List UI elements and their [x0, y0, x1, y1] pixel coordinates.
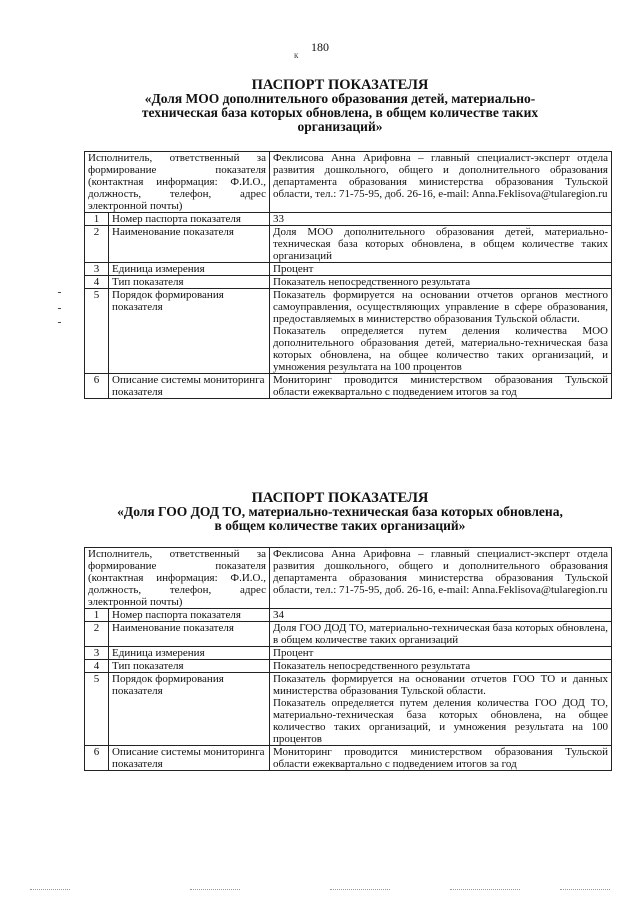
row-label: Порядок формирования показателя [109, 289, 270, 374]
formation-paragraph: Показатель определяется путем деления количества ГОО ДОД ТО, материально-техническая база которых обновлена, на общее количество таких организаций, и умножения результата на 100 процентов [273, 697, 608, 745]
formation-paragraph: Показатель определяется путем деления количества МОО дополнительного образования детей, материально-техническая база которых обновлена, на общее количество таких организаций, и умножения результата на 100 процентов [273, 325, 608, 373]
scan-line [30, 889, 70, 891]
executor-label: Исполнитель, ответственный за формирование показателя (контактная информация: Ф.И.О., должность, телефон, адрес электронной почты) [85, 548, 270, 609]
row-label: Номер паспорта показателя [109, 213, 270, 226]
table-row [85, 213, 612, 226]
passport-1-title [70, 78, 610, 134]
passport-1-heading: ПАСПОРТ ПОКАЗАТЕЛЯ [251, 77, 429, 93]
table-row [85, 673, 612, 746]
row-value: Доля ГОО ДОД ТО, материально-техническая база которых обновлена, в общем количестве таких организаций [270, 622, 612, 647]
row-label: Тип показателя [109, 276, 270, 289]
table-row [85, 289, 612, 374]
margin-mark [58, 292, 61, 293]
executor-value: Феклисова Анна Арифовна – главный специалист-эксперт отдела развития дошкольного, общего и дополнительного образования департамента образования министерства образования Тульской области, тел.: 71-75-95, доб. 26-16, e-mail: Anna.Feklisova@tularegion.ru [270, 548, 612, 609]
row-number: 3 [85, 263, 109, 276]
row-label: Наименование показателя [109, 226, 270, 263]
row-number: 5 [85, 289, 109, 374]
row-value: 33 [270, 213, 612, 226]
page-number: 180 [311, 40, 329, 54]
row-label: Порядок формирования показателя [109, 673, 270, 746]
executor-label: Исполнитель, ответственный за формирование показателя (контактная информация: Ф.И.О., должность, телефон, адрес электронной почты) [85, 152, 270, 213]
table-row [85, 660, 612, 673]
row-number: 4 [85, 276, 109, 289]
row-label: Описание системы мониторинга показателя [109, 374, 270, 399]
row-label: Тип показателя [109, 660, 270, 673]
scan-line [560, 889, 610, 891]
corner-mark: к [294, 50, 299, 60]
row-number: 1 [85, 213, 109, 226]
row-value: Показатель непосредственного результата [270, 660, 612, 673]
passport-2-subtitle-line: в общем количестве таких организаций» [214, 518, 466, 533]
row-label: Единица измерения [109, 263, 270, 276]
passport-2-table [84, 547, 612, 771]
row-label: Номер паспорта показателя [109, 609, 270, 622]
row-label: Описание системы мониторинга показателя [109, 746, 270, 771]
table-row [85, 374, 612, 399]
passport-1-subtitle-line: организаций» [297, 119, 383, 134]
table-row [85, 263, 612, 276]
row-value: Процент [270, 647, 612, 660]
row-number: 6 [85, 746, 109, 771]
row-value [270, 673, 612, 746]
passport-2-heading: ПАСПОРТ ПОКАЗАТЕЛЯ [251, 490, 429, 506]
row-number: 6 [85, 374, 109, 399]
row-value: 34 [270, 609, 612, 622]
row-number: 2 [85, 622, 109, 647]
passport-1-subtitle-line: «Доля МОО дополнительного образования детей, материально- [144, 91, 536, 106]
row-value: Мониторинг проводится министерством образования Тульской области ежеквартально с подведением итогов за год [270, 374, 612, 399]
executor-value: Феклисова Анна Арифовна – главный специалист-эксперт отдела развития дошкольного, общего и дополнительного образования департамента образования министерства образования Тульской области, тел.: 71-75-95, доб. 26-16, e-mail: Anna.Feklisova@tularegion.ru [270, 152, 612, 213]
row-value: Процент [270, 263, 612, 276]
table-row [85, 647, 612, 660]
row-number: 1 [85, 609, 109, 622]
row-number: 2 [85, 226, 109, 263]
row-value: Доля МОО дополнительного образования детей, материально-техническая база которых обновлена, в общем количестве таких организаций [270, 226, 612, 263]
margin-mark [58, 308, 61, 309]
table-row [85, 746, 612, 771]
passport-1-subtitle-line: техническая база которых обновлена, в общем количестве таких [141, 105, 539, 120]
passport-2-subtitle-line: «Доля ГОО ДОД ТО, материально-техническая база которых обновлена, [117, 504, 563, 519]
scan-line [450, 889, 520, 891]
table-row [85, 226, 612, 263]
formation-paragraph: Показатель формируется на основании отчетов органов местного самоуправления, осуществляющих управление в сфере образования, предоставляемых в министерство образования Тульской области. [273, 289, 608, 325]
row-label: Единица измерения [109, 647, 270, 660]
row-label: Наименование показателя [109, 622, 270, 647]
table-row [85, 152, 612, 213]
row-value: Показатель непосредственного результата [270, 276, 612, 289]
table-row [85, 609, 612, 622]
scan-line [330, 889, 390, 891]
row-value [270, 289, 612, 374]
table-row [85, 548, 612, 609]
table-row [85, 622, 612, 647]
table-row [85, 276, 612, 289]
passport-1-table [84, 151, 612, 399]
row-number: 3 [85, 647, 109, 660]
row-value: Мониторинг проводится министерством образования Тульской области ежеквартально с подведением итогов за год [270, 746, 612, 771]
scan-line [190, 889, 240, 891]
row-number: 5 [85, 673, 109, 746]
row-number: 4 [85, 660, 109, 673]
formation-paragraph: Показатель формируется на основании отчетов ГОО ТО и данных министерства образования Тульской области. [273, 673, 608, 697]
margin-mark [58, 322, 61, 323]
passport-2-title [70, 491, 610, 533]
